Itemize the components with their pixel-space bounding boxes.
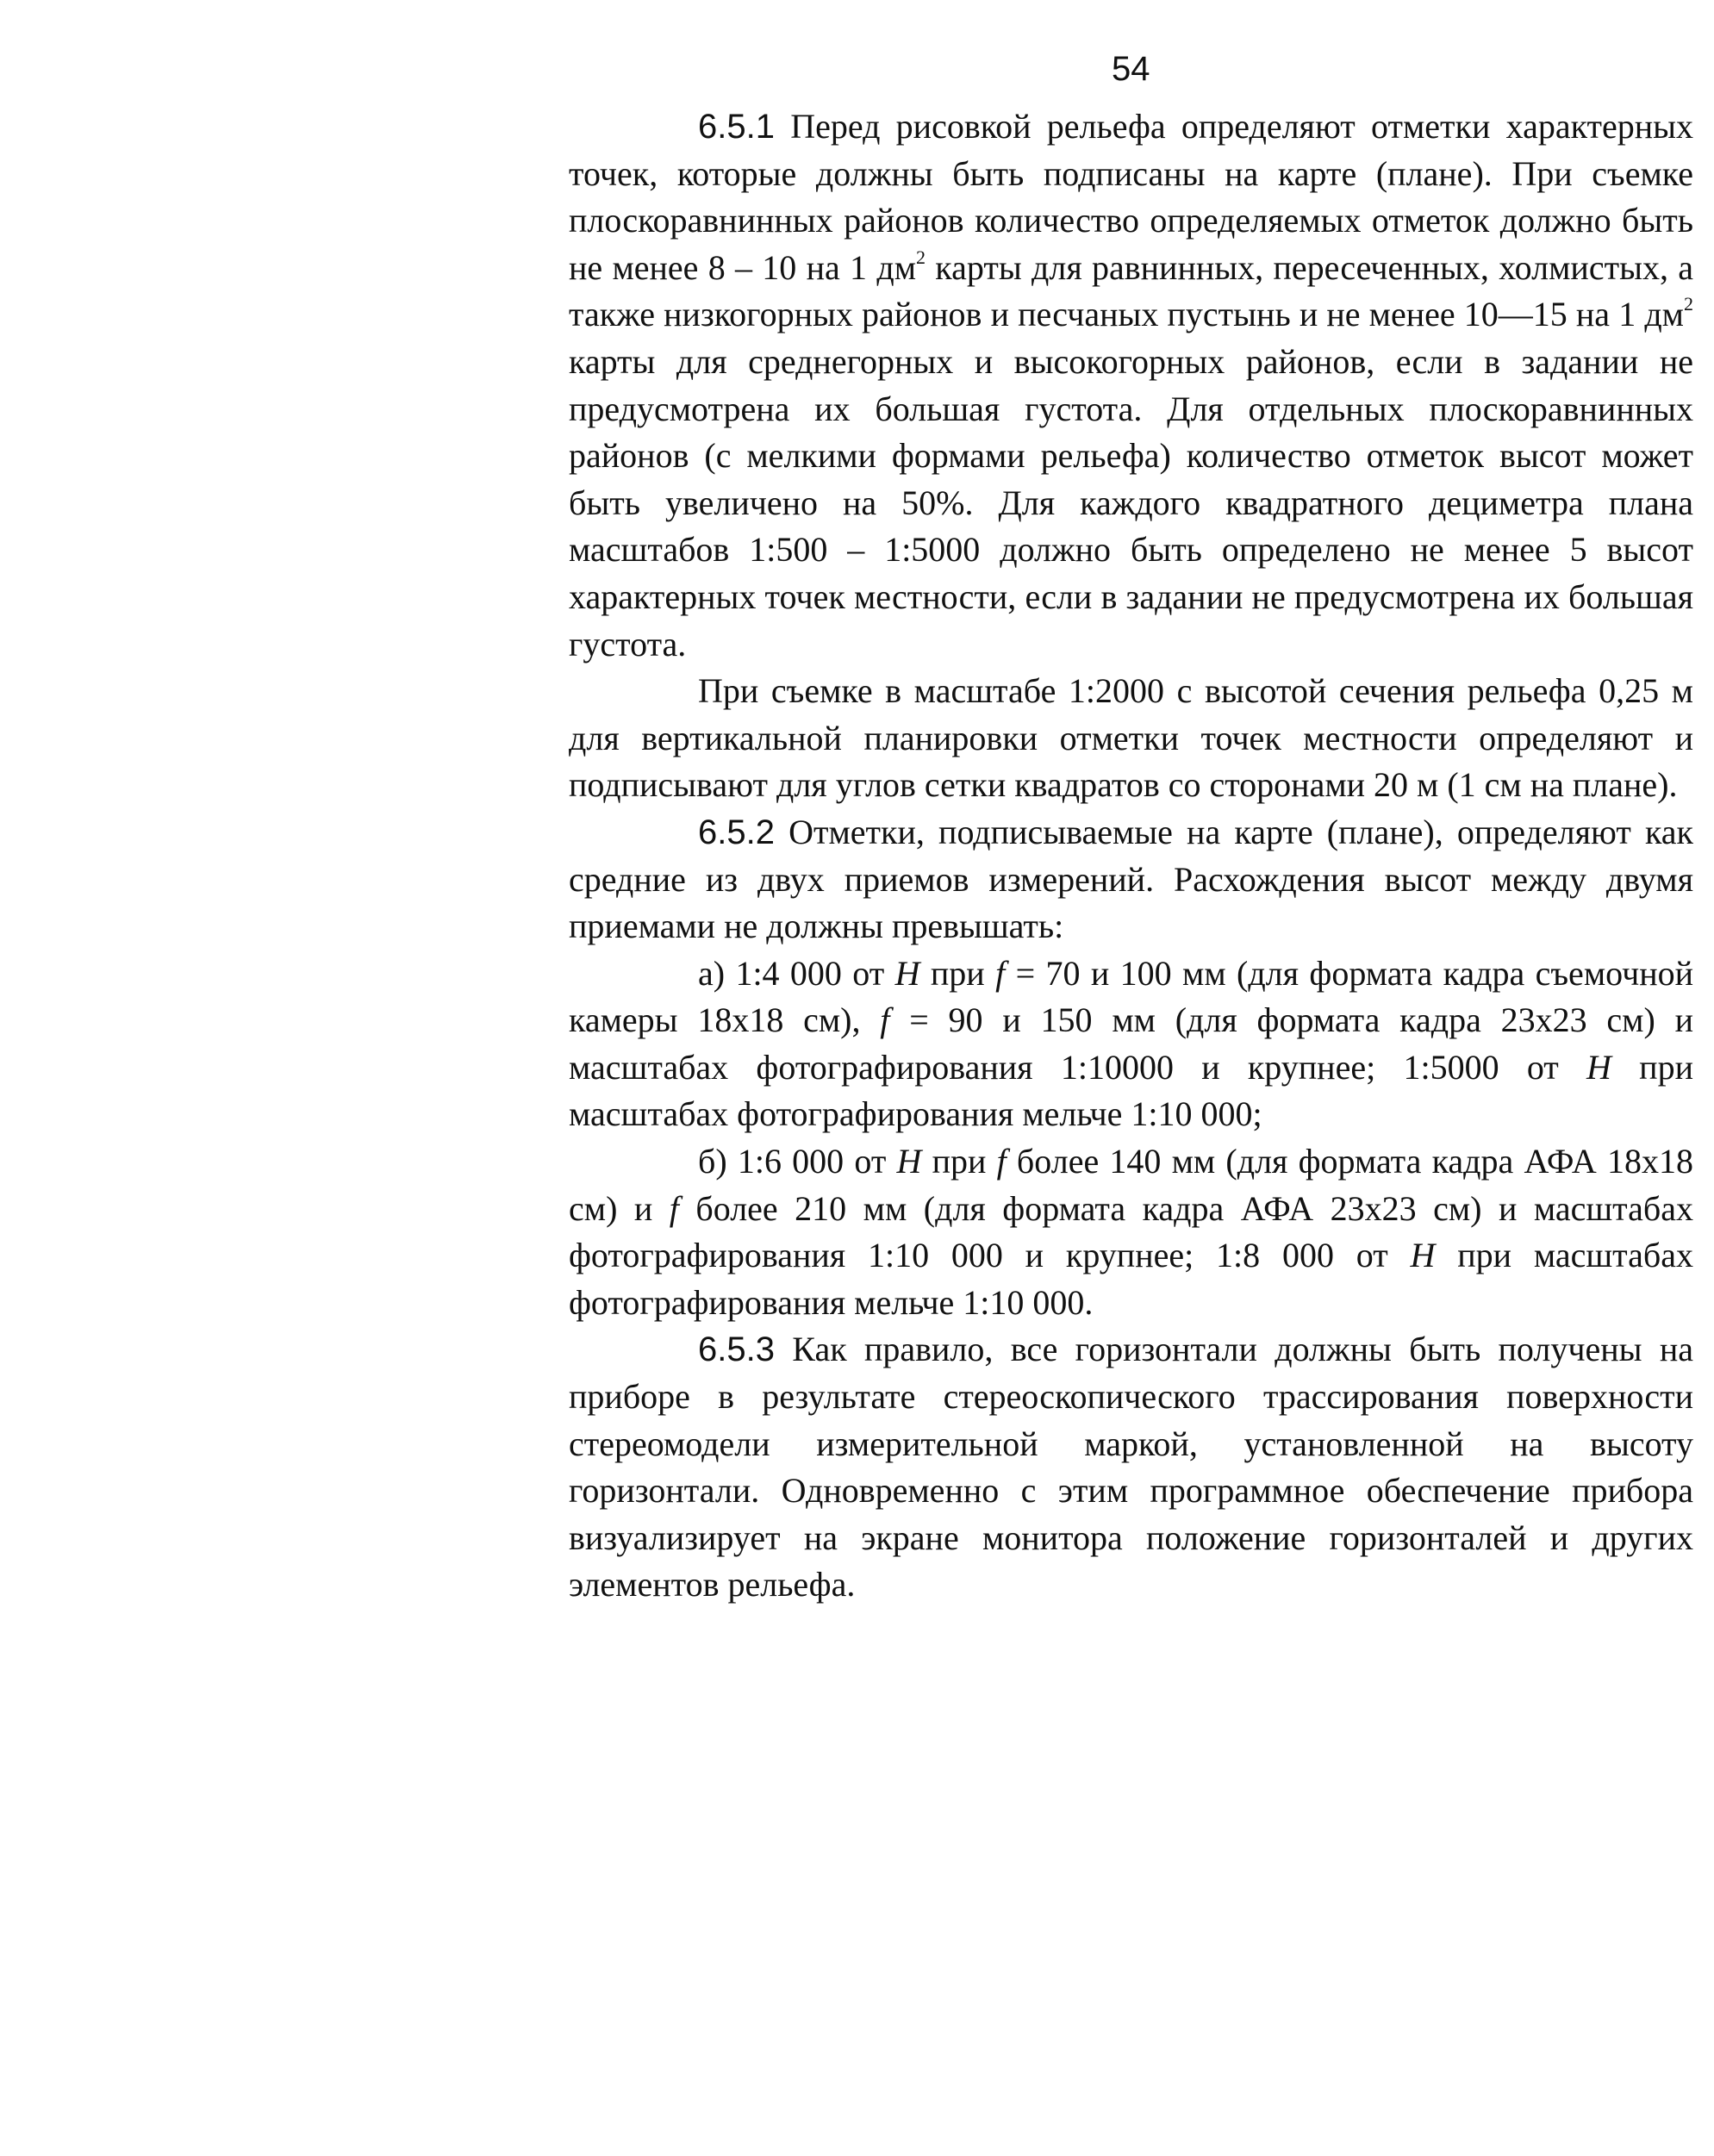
clause-text: Как правило, все горизонтали должны быть получены на приборе в результате стереоскопического трассирования поверхности стереомодели измерительной маркой, установленной на высоту горизонтали. Одновременно с этим программное обеспечение прибора визуализирует на экране монитора положение горизонталей и других элементов рельефа. [569,1330,1693,1605]
page-number: 54 [1112,50,1150,88]
variable-h: H [1410,1236,1436,1275]
item-text: при масштабах фотографирования мельче 1:10 000; [569,1047,1693,1134]
clause-6-5-2 [569,809,1693,950]
variable-f: f [669,1188,679,1228]
paragraph-survey-scale: При съемке в масштабе 1:2000 с высотой сечения рельефа 0,25 м для вертикальной планировки отметки точек местности определяют и подписывают для углов сетки квадратов со сторонами 20 м (1 см на плане). [569,671,1693,805]
item-text: более 140 мм (для формата кадра АФА 18х18 см) и [569,1142,1694,1228]
variable-h: H [1586,1047,1611,1087]
variable-f: f [880,1000,890,1040]
item-text: при [921,1142,997,1181]
item-text: более 210 мм (для формата кадра АФА 23х23 см) и масштабах фотографирования 1:10 000 и крупнее; 1:8 000 от [569,1188,1694,1275]
item-text: при масштабах фотографирования мельче 1:10 000. [569,1236,1694,1322]
clause-number: 6.5.3 [698,1330,775,1369]
variable-f: f [995,953,1006,993]
clause-number: 6.5.1 [698,108,775,146]
variable-h: H [896,1142,922,1181]
clause-text: карты для среднегорных и высокогорных районов, если в задании не предусмотрена их большая густота. Для отдельных плоскоравнинных районов (с мелкими формами рельефа) количество отметок высот может быть увеличено на 50%. Для каждого квадратного дециметра плана масштабов 1:500 – 1:5000 должно быть определено не менее 5 высот характерных точек местности, если в задании не предусмотрена их большая густота. [569,341,1693,664]
variable-h: H [894,953,920,993]
clause-text: Перед рисовкой рельефа определяют отметки характерных точек, которые должны быть подписаны на карте (плане). При съемке плоскоравнинных районов количество определяемых отметок должно быть не менее 8 – 10 на 1 дм [569,107,1693,287]
clause-number: 6.5.2 [698,813,775,851]
clause-6-5-1 [569,103,1693,668]
list-item-a [569,950,1693,1138]
item-text: = 90 и 150 мм (для формата кадра 23х23 см) и масштабах фотографирования 1:10000 и крупнее; 1:5000 от [569,1000,1693,1087]
superscript-exponent: 2 [916,246,926,268]
item-text: при [919,953,996,993]
variable-f: f [996,1142,1007,1181]
item-text: а) 1:4 000 от [698,953,895,993]
item-text: = 70 и 100 мм (для формата кадра съемочной камеры 18х18 см), [569,953,1694,1040]
clause-text: карты для равнинных, пересеченных, холмистых, а также низкогорных районов и песчаных пустынь и не менее 10—15 на 1 дм [569,247,1693,334]
body-text [569,103,1693,1609]
list-item-b [569,1138,1693,1326]
clause-6-5-3 [569,1326,1693,1609]
superscript-exponent: 2 [1684,293,1693,315]
clause-text: Отметки, подписываемые на карте (плане), определяют как средние из двух приемов измерений. Расхождения высот между двумя приемами не должны превышать: [569,812,1693,946]
item-text: б) 1:6 000 от [698,1142,897,1181]
